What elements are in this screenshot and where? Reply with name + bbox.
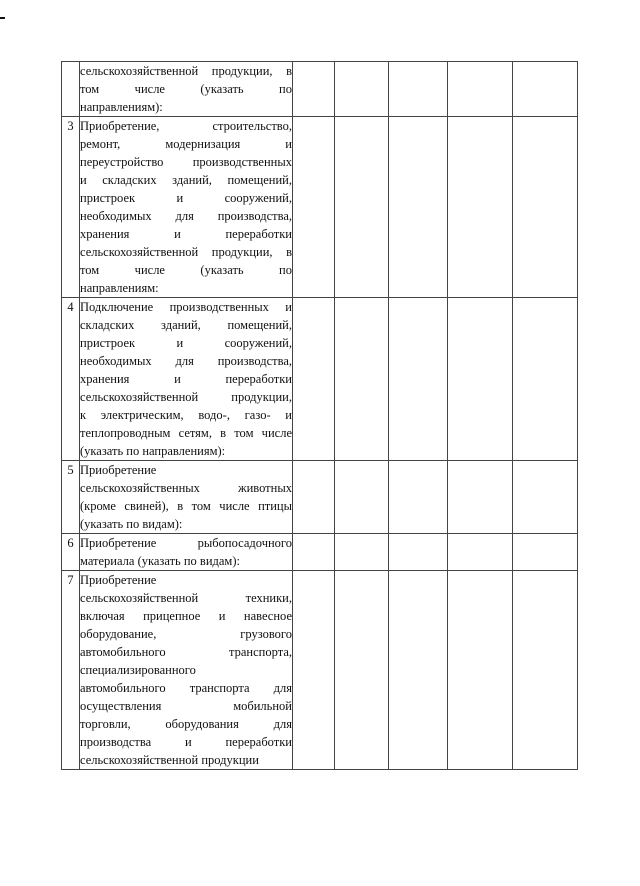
empty-value-cell bbox=[335, 571, 389, 770]
description-line: том числе (указать по bbox=[80, 82, 292, 96]
description-line: ремонт, модернизация и bbox=[80, 137, 292, 151]
description-line: включая прицепное и навесное bbox=[80, 609, 292, 623]
empty-value-cell bbox=[389, 117, 448, 298]
description-line: складских зданий, помещений, bbox=[80, 318, 292, 332]
empty-value-cell bbox=[335, 461, 389, 534]
empty-value-cell bbox=[448, 571, 513, 770]
empty-value-cell bbox=[335, 62, 389, 117]
description-line: Приобретение рыбопосадочного bbox=[80, 536, 292, 550]
description-line: том числе (указать по bbox=[80, 263, 292, 277]
empty-value-cell bbox=[513, 461, 578, 534]
empty-value-cell bbox=[448, 62, 513, 117]
description-line: Приобретение bbox=[80, 463, 157, 477]
description-line: необходимых для производства, bbox=[80, 354, 292, 368]
description-line: автомобильного транспорта для bbox=[80, 681, 292, 695]
description-line: торговли, оборудования для bbox=[80, 717, 292, 731]
description-line: сельскохозяйственной техники, bbox=[80, 591, 292, 605]
page-edge-mark bbox=[0, 17, 5, 19]
row-description bbox=[80, 117, 293, 298]
description-line: пристроек и сооружений, bbox=[80, 336, 292, 350]
row-description bbox=[80, 534, 293, 571]
description-line: сельскохозяйственной продукции bbox=[80, 753, 259, 767]
empty-value-cell bbox=[293, 62, 335, 117]
empty-value-cell bbox=[448, 461, 513, 534]
row-description bbox=[80, 461, 293, 534]
description-line: переустройство производственных bbox=[80, 155, 292, 169]
description-line: осуществления мобильной bbox=[80, 699, 292, 713]
empty-value-cell bbox=[448, 298, 513, 461]
empty-value-cell bbox=[293, 534, 335, 571]
empty-value-cell bbox=[513, 62, 578, 117]
description-line: (указать по направлениям): bbox=[80, 444, 226, 458]
description-line: и складских зданий, помещений, bbox=[80, 173, 292, 187]
row-description bbox=[80, 298, 293, 461]
row-number: 4 bbox=[62, 298, 80, 461]
empty-value-cell bbox=[389, 298, 448, 461]
empty-value-cell bbox=[448, 534, 513, 571]
table-row bbox=[62, 571, 578, 770]
empty-value-cell bbox=[389, 62, 448, 117]
empty-value-cell bbox=[513, 298, 578, 461]
description-line: сельскохозяйственной продукции, в bbox=[80, 245, 292, 259]
description-line: сельскохозяйственных животных bbox=[80, 481, 292, 495]
row-number: 5 bbox=[62, 461, 80, 534]
description-line: направлениям: bbox=[80, 281, 159, 295]
row-number: 7 bbox=[62, 571, 80, 770]
row-description bbox=[80, 571, 293, 770]
table-row bbox=[62, 534, 578, 571]
row-number: 6 bbox=[62, 534, 80, 571]
empty-value-cell bbox=[335, 117, 389, 298]
description-line: материала (указать по видам): bbox=[80, 554, 240, 568]
empty-value-cell bbox=[293, 298, 335, 461]
description-line: (указать по видам): bbox=[80, 517, 183, 531]
description-line: оборудование, грузового bbox=[80, 627, 292, 641]
description-line: Приобретение, строительство, bbox=[80, 119, 292, 133]
description-line: направлениям): bbox=[80, 100, 163, 114]
empty-value-cell bbox=[513, 571, 578, 770]
description-line: хранения и переработки bbox=[80, 372, 292, 386]
empty-value-cell bbox=[389, 571, 448, 770]
empty-value-cell bbox=[448, 117, 513, 298]
description-line: к электрическим, водо-, газо- и bbox=[80, 408, 292, 422]
description-line: теплопроводным сетям, в том числе bbox=[80, 426, 292, 440]
description-line: пристроек и сооружений, bbox=[80, 191, 292, 205]
empty-value-cell bbox=[389, 534, 448, 571]
description-line: хранения и переработки bbox=[80, 227, 292, 241]
table-row bbox=[62, 117, 578, 298]
subsidy-directions-table bbox=[61, 61, 578, 770]
description-line: сельскохозяйственной продукции, bbox=[80, 390, 292, 404]
row-description bbox=[80, 62, 293, 117]
empty-value-cell bbox=[513, 117, 578, 298]
description-line: специализированного bbox=[80, 663, 196, 677]
empty-value-cell bbox=[335, 534, 389, 571]
description-line: Приобретение bbox=[80, 573, 157, 587]
description-line: производства и переработки bbox=[80, 735, 292, 749]
empty-value-cell bbox=[293, 461, 335, 534]
empty-value-cell bbox=[513, 534, 578, 571]
empty-value-cell bbox=[335, 298, 389, 461]
table-row bbox=[62, 62, 578, 117]
empty-value-cell bbox=[293, 571, 335, 770]
description-line: сельскохозяйственной продукции, в bbox=[80, 64, 292, 78]
empty-value-cell bbox=[389, 461, 448, 534]
description-line: (кроме свиней), в том числе птицы bbox=[80, 499, 292, 513]
table-row bbox=[62, 298, 578, 461]
description-line: автомобильного транспорта, bbox=[80, 645, 292, 659]
table-row bbox=[62, 461, 578, 534]
row-number: 3 bbox=[62, 117, 80, 298]
description-line: необходимых для производства, bbox=[80, 209, 292, 223]
empty-value-cell bbox=[293, 117, 335, 298]
row-number bbox=[62, 62, 80, 117]
description-line: Подключение производственных и bbox=[80, 300, 292, 314]
